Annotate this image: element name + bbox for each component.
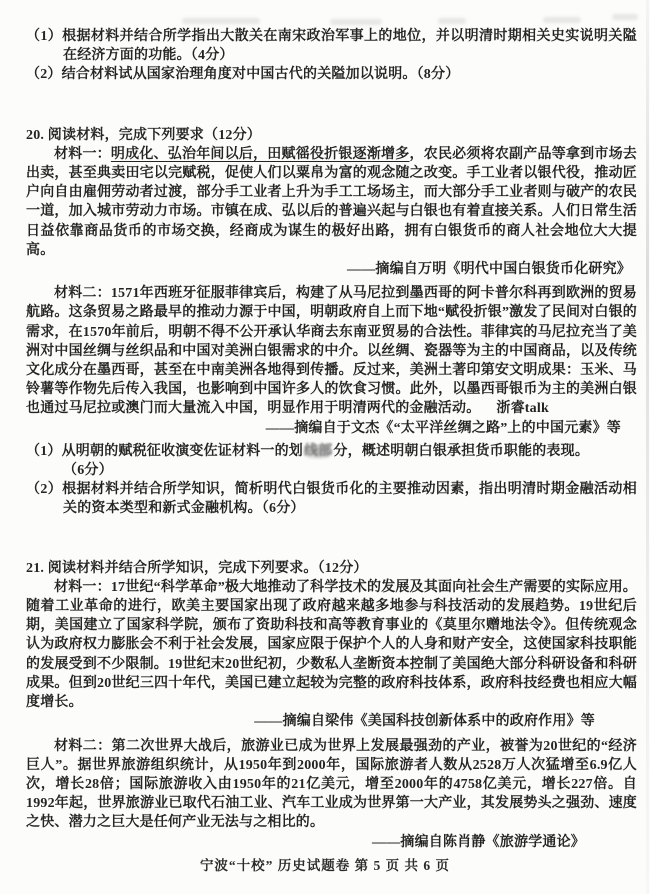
question-20-sub-1 bbox=[26, 442, 637, 480]
question-20-material-1-source: ——摘编自万明《明代中国白银货币化研究》 bbox=[347, 262, 631, 278]
marks-label: （6分） bbox=[63, 463, 113, 479]
question-21-material-2 bbox=[26, 737, 637, 833]
subquestion-number: （1） bbox=[26, 443, 62, 459]
material-text: 17世纪“科学革命”极大地推动了科学技术的发展及其面向社会生产需要的实际应用。随着工业革命的进行，欧美主要国家出现了政府越来越多地参与科技活动的发展趋势。19世纪后期，美国建立了国家科学院，颁布了资助科技和高等教育事业的《莫里尔赠地法令》。但传统观念认为政府权力膨胀会不利于社会发展，国家应限于保护个人的人身和财产安全，这使国家科技职能的发展受到不少限制。19世纪末20世纪初，少数私人垄断资本控制了美国绝大部分科研设备和科研成果。但到20世纪三四十年代，美国已建立起较为完整的政府科技体系，政府科技经费也相应大幅度增长。 bbox=[26, 579, 637, 711]
material-label: 材料一： bbox=[54, 146, 111, 162]
scan-artifact bbox=[182, 18, 260, 24]
subquestion-text: 根据材料并结合所学指出大散关在南宋政治军事上的地位，并以明清时期相关史实说明关隘在经济方面的功能。（4分） bbox=[62, 29, 638, 64]
subquestion-text: 根据材料并结合所学知识，简析明代白银货币化的主要推动因素，指出明清时期金融活动相关的资本类型和新式金融机构。（6分） bbox=[62, 482, 638, 517]
subquestion-text: 从明朝的赋税征收演变佐证材料一的划 bbox=[61, 443, 304, 459]
question-19-sub-2 bbox=[26, 65, 637, 84]
question-19-sub-1 bbox=[26, 27, 637, 65]
material-label: 材料二： bbox=[54, 738, 112, 754]
material-text: 1571年西班牙征服菲律宾后，构建了从马尼拉到墨西哥的阿卡普尔科再到欧洲的贸易航路。这条贸易之路最早的推动力源于中国，明朝政府自上而下地“赋役折银”激发了民间对白银的需求，在1570年前后，明朝不得不公开承认华商去东南亚贸易的合法性。菲律宾的马尼拉充当了美洲对中国丝绸与丝织品和中国对美洲白银需求的中介。以丝绸、瓷器等为主的中国商品，以及传统文化成分在墨西哥，甚至在中南美洲各地得到传播。反过来，美洲土著印第安文明成果：玉米、马铃薯等作物先后传入我国，也影响到中国许多人的饮食习惯。此外，以墨西哥银币为主的美洲白银也通过马尼拉或澳门而大量流入中国，明显作用于明清两代的金融活动。 bbox=[26, 286, 637, 417]
scan-artifact bbox=[543, 17, 581, 23]
ink-smudge: 线部 bbox=[304, 443, 333, 459]
subquestion-number: （2） bbox=[26, 67, 62, 83]
question-21-material-2-source: ——摘编自陈肖静《旅游学通论》 bbox=[372, 834, 585, 850]
material-label: 材料一： bbox=[54, 579, 111, 595]
question-21-material-1 bbox=[26, 578, 637, 712]
question-20-material-2 bbox=[26, 284, 637, 418]
subquestion-number: （1） bbox=[26, 29, 63, 44]
page-footer: 宁波“十校” 历史试题卷 第 5 页 共 6 页 bbox=[199, 858, 451, 873]
watermark-text: 浙睿talk bbox=[496, 401, 549, 417]
subquestion-text: 分，概述明朝白银承担货币职能的表现。 bbox=[333, 443, 590, 459]
scan-edge-shadow bbox=[646, 0, 649, 894]
scan-artifact bbox=[330, 19, 382, 25]
question-20-header: 20. 阅读材料，完成下列要求（12分） bbox=[26, 127, 261, 143]
question-21-material-1-source: ——摘编自梁伟《美国科技创新体系中的政府作用》等 bbox=[254, 714, 595, 730]
subquestion-text: 结合材料试从国家治理角度对中国古代的关隘加以说明。（8分） bbox=[61, 67, 460, 83]
subquestion-number: （2） bbox=[26, 482, 63, 498]
question-20-sub-2 bbox=[26, 480, 637, 518]
scan-artifact bbox=[438, 18, 466, 24]
question-20-material-2-source: ——摘编自于文杰《“太平洋丝绸之路”上的中国元素》等 bbox=[265, 420, 621, 436]
material-text: ，农民必须将农副产品等拿到市场去出卖，甚至典卖田宅以完赋税，促使人们以粟帛为富的观念随之改变。手工业者以银代役，推动匠户向自由雇佣劳动者过渡，部分手工业者上升为手工工场场主，而大部分手工业者则与破产的农民一道，加入城市劳动力市场。市镇在成、弘以后的普遍兴起与白银也有着直接关系。人们日常生活日益依靠商品货币的市场交换，经商成为谋生的极好出路，拥有白银货币的商人社会地位大大提高。 bbox=[26, 146, 637, 258]
material-label: 材料二： bbox=[54, 286, 111, 302]
scan-artifact bbox=[612, 14, 638, 20]
question-20-material-1 bbox=[26, 145, 637, 260]
question-21-header: 21. 阅读材料并结合所学知识，完成下列要求。（12分） bbox=[26, 560, 368, 576]
underlined-passage: 明成化、弘治年间以后，田赋徭役折银逐渐增多 bbox=[110, 146, 410, 162]
material-text: 第二次世界大战后，旅游业已成为世界上发展最强劲的产业，被誉为20世纪的“经济巨人”。据世界旅游组织统计，从1950年到2000年，国际旅游者人数从2528万人次猛增至6.9亿人次，增长28倍；国际旅游收入由1950年的21亿美元，增至2000年的4758亿美元，增长227倍。自1992年起，世界旅游业已取代石油工业、汽车工业成为世界第一大产业，其发展势头之强劲、速度之快、潜力之巨大是任何产业无法与之相比的。 bbox=[26, 738, 637, 831]
exam-content bbox=[26, 27, 637, 852]
